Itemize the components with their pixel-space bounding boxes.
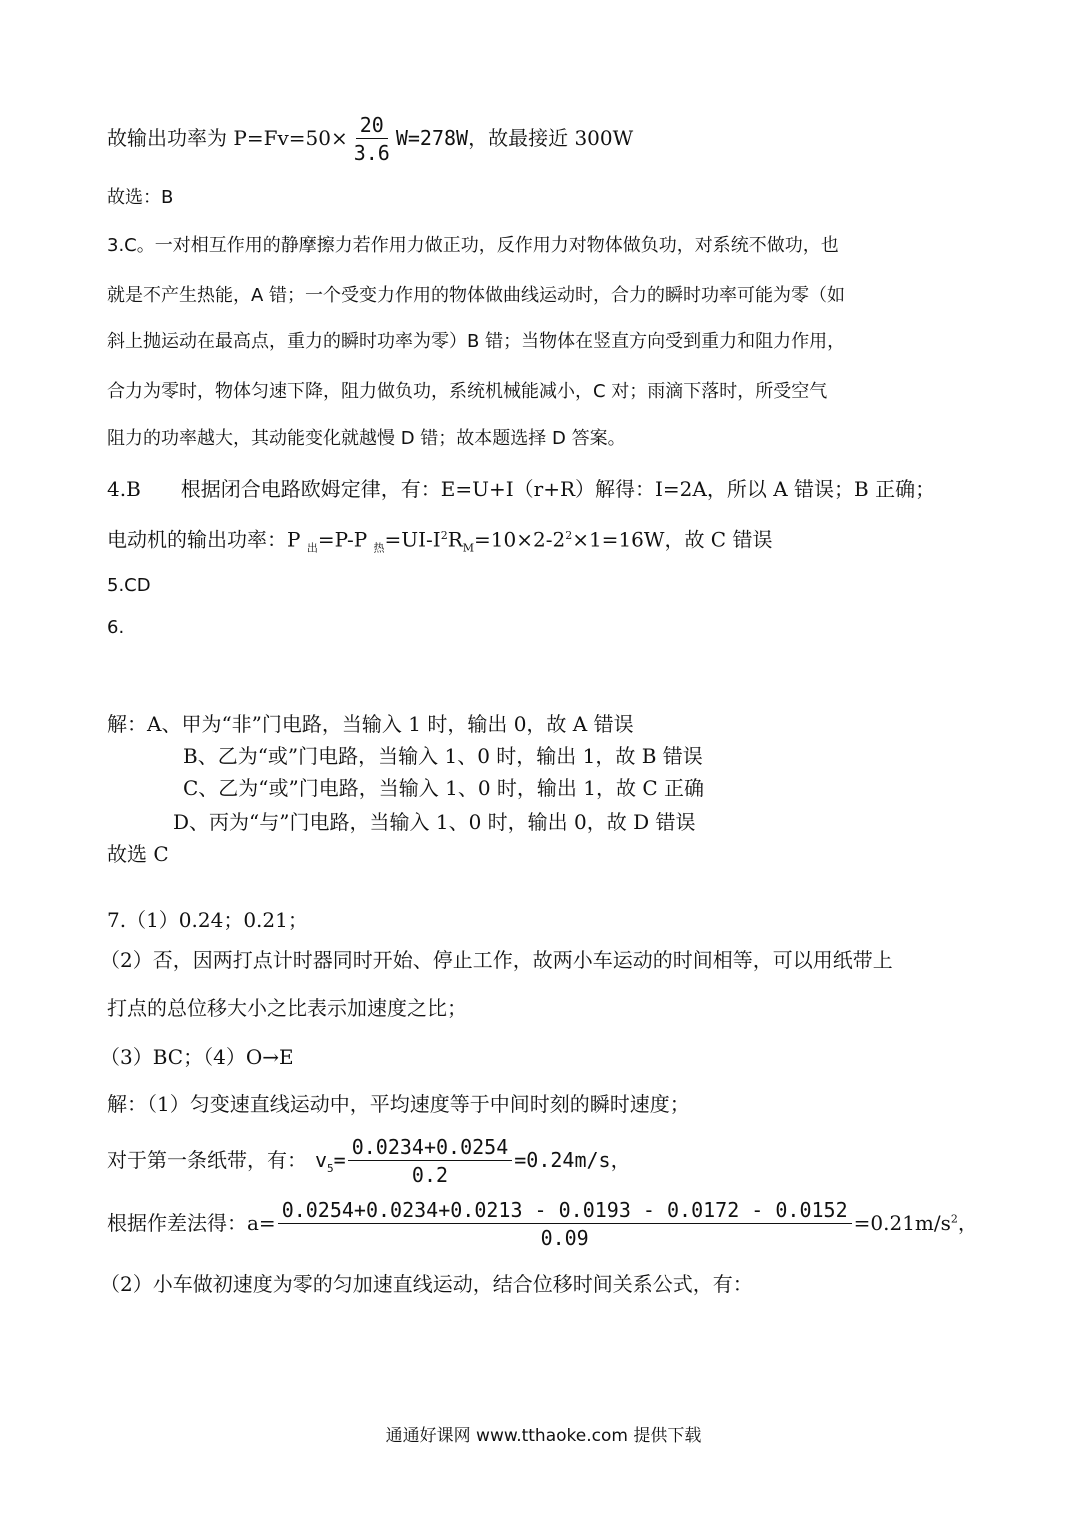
answer-3-line-3: 斜上抛运动在最高点，重力的瞬时功率为零）B 错；当物体在竖直方向受到重力和阻力作用， bbox=[107, 331, 846, 352]
answer-2: 故选：B bbox=[107, 187, 174, 208]
solution-6-line-c: C、乙为“或”门电路，当输入 1、0 时，输出 1，故 C 正确 bbox=[183, 776, 705, 800]
answer-6: 6. bbox=[107, 617, 125, 638]
solution-6-line-b: B、乙为“或”门电路，当输入 1、0 时，输出 1，故 B 错误 bbox=[183, 744, 703, 768]
acceleration-line: 根据作差法得：a= $\frac{0.0254+0.0234+0.0213 - 0.0193 - 0.0172 - 0.0152}{0.09}$ $=0.21m/s^2$， bbox=[107, 1198, 978, 1250]
power-text: 故输出功率为 P=Fv=50× bbox=[107, 126, 348, 150]
power-conclusion: ，故最接近 300W bbox=[468, 126, 634, 150]
velocity-line: 对于第一条纸带，有： $v_5=$ $\frac{0.0234+0.0254}{0.2}$ =0.24m/s， bbox=[107, 1135, 631, 1187]
power-line bbox=[107, 112, 633, 167]
solution-6-conclusion: 故选 C bbox=[107, 842, 169, 866]
acceleration-fraction: $\frac{0.0254+0.0234+0.0213 - 0.0193 - 0.0172 - 0.0152}{0.09}$ bbox=[278, 1197, 852, 1252]
answer-4-line-2: 电动机的输出功率：P $_出$=P-P $_热=UI-I^2R_M=10\times 2-2^2\times 1=16W$，故 C 错误 bbox=[107, 527, 773, 555]
fraction-denominator: 3.6 bbox=[353, 141, 390, 165]
answer-7-line-3: 打点的总位移大小之比表示加速度之比； bbox=[107, 996, 467, 1020]
answer-7-line-1: 7.（1）0.24；0.21； bbox=[107, 908, 308, 932]
fraction-numerator: 20 bbox=[356, 112, 388, 139]
answer-7-last-line: （2）小车做初速度为零的匀加速直线运动，结合位移时间关系公式，有： bbox=[100, 1272, 753, 1296]
answer-7-line-4: （3）BC；（4）O→E bbox=[100, 1045, 294, 1069]
answer-3-line-5: 阻力的功率越大，其动能变化就越慢 D 错；故本题选择 D 答案。 bbox=[107, 428, 626, 449]
page-footer: 通通好课网 www.tthaoke.com 提供下载 bbox=[385, 1426, 702, 1446]
answer-3-line-2: 就是不产生热能，A 错；一个受变力作用的物体做曲线运动时，合力的瞬时功率可能为零（如 bbox=[107, 285, 846, 306]
answer-3-line-1: 3.C。一对相互作用的静摩擦力若作用力做正功，反作用力对物体做负功，对系统不做功，也 bbox=[107, 235, 839, 256]
power-result: W=278W bbox=[395, 126, 469, 150]
solution-6-line-d: D、丙为“与”门电路，当输入 1、0 时，输出 0，故 D 错误 bbox=[173, 810, 696, 834]
answer-7-line-2: （2）否，因两打点计时器同时开始、停止工作，故两小车运动的时间相等，可以用纸带上 bbox=[100, 948, 893, 972]
solution-6-line-a: 解：A、甲为“非”门电路，当输入 1 时，输出 0，故 A 错误 bbox=[107, 712, 634, 736]
answer-7-line-5: 解：（1）匀变速直线运动中，平均速度等于中间时刻的瞬时速度； bbox=[107, 1092, 690, 1116]
answer-4-line-1: 4.B 根据闭合电路欧姆定律，有：E=U+I（r+R）解得：I=2A，所以 A 错误；B 正确； bbox=[107, 477, 936, 501]
answer-3-line-4: 合力为零时，物体匀速下降，阻力做负功，系统机械能减小，C 对；雨滴下落时，所受空气 bbox=[107, 381, 828, 402]
power-fraction bbox=[350, 112, 394, 167]
velocity-fraction: $\frac{0.0234+0.0254}{0.2}$ bbox=[348, 1134, 513, 1189]
answer-5: 5.CD bbox=[107, 575, 151, 596]
